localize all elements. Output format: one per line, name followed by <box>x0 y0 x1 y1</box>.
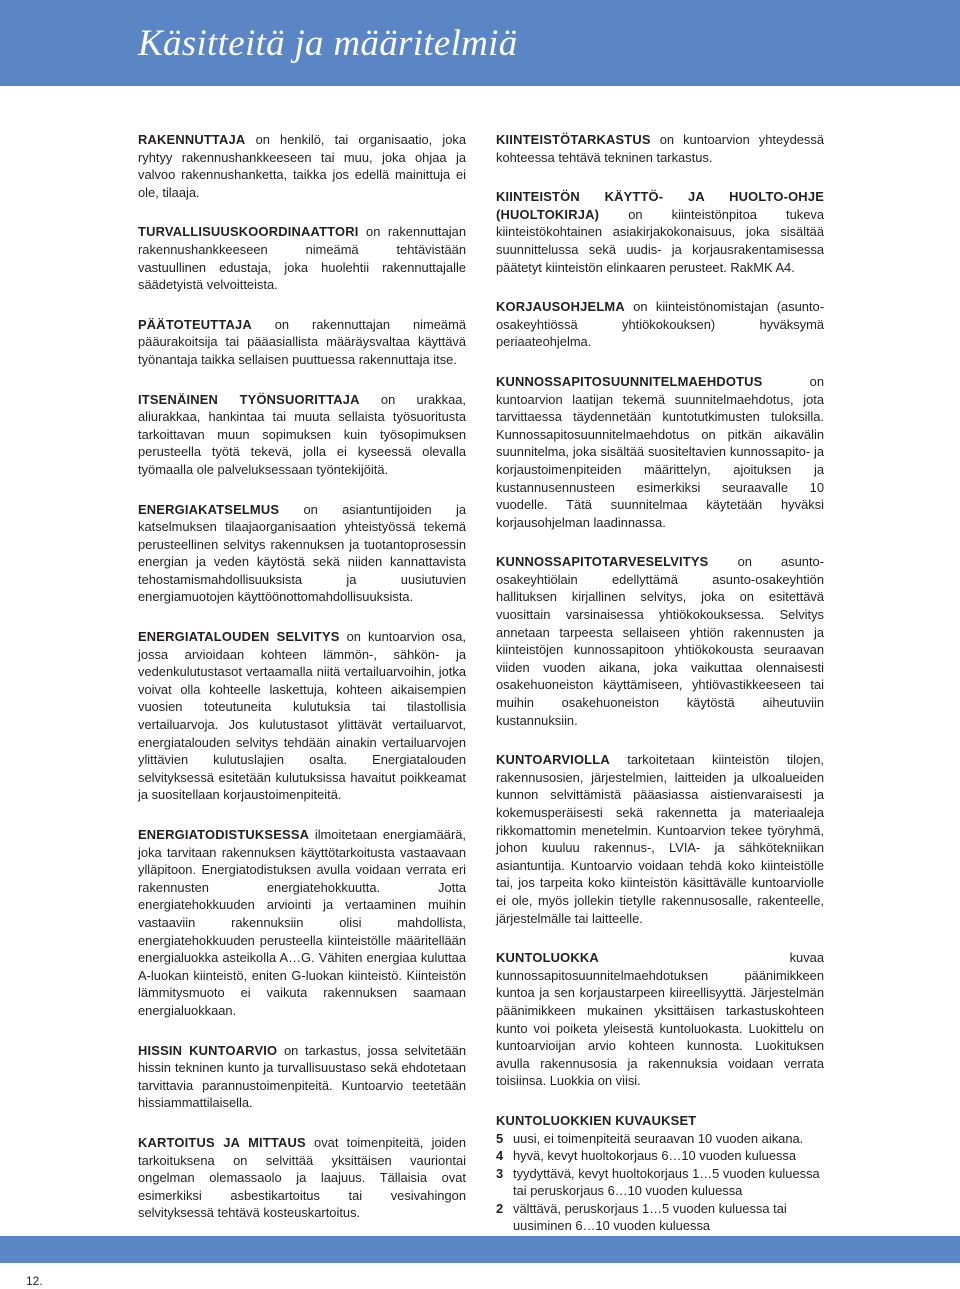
scale-description: hyvä, kevyt huoltokorjaus 6…10 vuoden kuluessa <box>513 1148 797 1164</box>
definition-term: KUNNOSSAPITOTARVESELVITYS <box>496 554 709 570</box>
definition-term: ENERGIAKATSELMUS <box>138 501 280 517</box>
definition-term: RAKENNUTTAJA <box>138 132 246 147</box>
definition-term: PÄÄTOTEUTTAJA <box>138 316 252 332</box>
definition-huoltokirja <box>496 188 824 276</box>
definition-text: on henkilö, tai organisaatio, joka ryhtyy rakennushankkeeseen tai muu, joka ohjaa ja valvoo rakennushanketta, taikka jos edellä mainittuja ei ole, tilaaja. <box>138 132 466 200</box>
definition-term: TURVALLISUUSKOORDINAATTORI <box>138 224 359 240</box>
definition-paatoteuttaja <box>138 316 466 369</box>
condition-scale-title: KUNTOLUOKKIEN KUVAUKSET <box>496 1112 697 1128</box>
definition-term: KUNTOLUOKKA <box>496 950 599 966</box>
definition-text: on urakkaa, aliurakkaa, hankintaa tai muuta sellaista työsuoritusta tarkoittavan muun sopimuksen kuin työsopimuksen perusteella työtä tekevä, jolla ei kyseessä olevalla työmaalla ole palveluksessaan työntekijöitä. <box>138 391 466 477</box>
definition-text: ilmoitetaan energiamäärä, joka tarvitaan rakennuksen käyttötarkoitusta vastaavaan ylläpitoon. Energiatodistuksen avulla voidaan verrata eri rakennusten energiatehokkuutta. Jotta energiatehokkuuden arviointi ja vertaaminen muihin vastaaviin rakennuksiin olisi mahdollista, energiatehokkuuden perusteella kiinteistölle määritellään energialuokka asteikolla A…G. Vähiten energiaa kuluttaa A-luokan kiinteistö, eniten G-luokan kiinteistö. Kiinteistön lämmitysmuoto ei vaikuta rakennuksen saamaan energialuokkaan. <box>138 827 466 1018</box>
list-item <box>496 1130 824 1148</box>
page-title: Käsitteitä ja määritelmiä <box>138 23 518 64</box>
definition-turvallisuuskoordinaattori <box>138 223 466 293</box>
definition-kuntoluokka <box>496 949 824 1090</box>
definition-text: on asiantuntijoiden ja katselmuksen tilaajaorganisaation yhteistyössä tekemä perusteellinen selvitys rakennuksen ja tuotantoprosessin energian ja veden käytöstä sekä niiden kannattavista tehostamismahdollisuuksista ja uusiutuvien energiamuotojen käyttöönottomahdollisuuksista. <box>138 501 466 605</box>
definition-text: on rakennuttajan rakennushankkeeseen nimeämä tehtävistään vastuullinen edustaja, joka huolehtii rakennuttajalle säädetyistä velvoitteista. <box>138 224 466 293</box>
definition-term: ENERGIATALOUDEN SELVITYS <box>138 629 340 645</box>
condition-scale <box>496 1112 824 1253</box>
scale-description: tyydyttävä, kevyt huoltokorjaus 1…5 vuoden kuluessa tai peruskorjaus 6…10 vuoden kuluessa <box>513 1165 820 1199</box>
definition-term: HISSIN KUNTOARVIO <box>138 1042 278 1058</box>
left-column <box>138 131 466 1244</box>
scale-number: 4 <box>496 1148 504 1164</box>
definition-text: kuvaa kunnossapitosuunnitelmaehdotuksen päänimikkeen kuntoa ja sen korjaustarpeen kiireellisyyttä. Järjestelmän päänimikkeen mukainen yksittäisen tarkastuskohteen kunto voi poiketa yleisestä kuntoluokasta. Luokittelu on kuntoarvioijan arvio kohteen kunnosta. Luokituksen avulla rakennusosia ja rakennuksia voidaan verrata toisiinsa. Luokkia on viisi. <box>496 950 824 1089</box>
definition-term: KORJAUSOHJELMA <box>496 299 625 315</box>
definition-text: on rakennuttajan nimeämä pääurakoitsija tai pääasiallista määräysvaltaa käyttävä työnantaja taikka sellaisen puuttuessa rakennuttaja itse. <box>138 316 466 367</box>
definition-text: on kiinteistönomistajan (asunto-osakeyhtiössä yhtiökokouksen) hyväksymä periaateohjelma. <box>496 299 824 350</box>
page-number: 12. <box>26 1274 43 1288</box>
definition-term: ENERGIATODISTUKSESSA <box>138 827 310 842</box>
list-item <box>496 1200 824 1235</box>
definition-kuntoarvio <box>496 751 824 927</box>
scale-number: 2 <box>496 1200 504 1216</box>
right-column <box>496 131 824 1253</box>
definition-korjausohjelma <box>496 298 824 351</box>
definition-hissin-kuntoarvio <box>138 1042 466 1112</box>
definition-text: on kuntoarvion yhteydessä kohteessa tehtävä tekninen tarkastus. <box>496 132 824 165</box>
scale-number: 5 <box>496 1130 504 1146</box>
definition-text: ovat toimenpiteitä, joiden tarkoituksena on selvittää yksittäisen vauriontai ongelman olemassaolo ja laajuus. Tällaisia ovat esimerkiksi asbestikartoitus tai vesivahingon selvityksessä tehtävä kosteuskartoitus. <box>138 1134 466 1221</box>
definition-term: ITSENÄINEN TYÖNSUORITTAJA <box>138 391 360 407</box>
definition-text: on asunto-osakeyhtiölain edellyttämä asunto-osakeyhtiön hallituksen kirjallinen selvitys, joka on esitettävä vuosittain varsinaisessa yhtiökokouksessa. Selvitys annetaan tarpeesta sellaiseen yhtiön rakennusten ja kiinteistöjen kunnossapitoon yhtiökokousta seuraavan viiden vuoden aikana, joka vaikuttaa olennaisesti osakehuoneiston käyttämiseen, yhtiövastikkeeseen tai muihin osakehuoneiston käytöstä aiheutuviin kustannuksiin. <box>496 554 824 728</box>
definition-term: KIINTEISTÖTARKASTUS <box>496 132 651 147</box>
list-item <box>496 1147 824 1165</box>
scale-number: 3 <box>496 1165 504 1181</box>
definition-text: on tarkastus, jossa selvitetään hissin tekninen kunto ja turvallisuustaso sekä ehdotetaan tarvittavia parannustoimenpiteitä. Kuntoarvio teetetään hissiammattilaisella. <box>138 1042 466 1111</box>
definition-text: on kuntoarvion laatijan tekemä suunnitelmaehdotus, jota tarvittaessa täydennetään kuntotutkimusten tuloksilla. Kunnossapitosuunnitelmaehdotus on pitkän aikavälin suunnitelma, joka sisältää suositeltavien kunnossapito- ja korjaustoimenpiteiden määrittelyn, ajoituksen ja kustannusennusteen esimerkiksi seuraavalle 10 vuodelle. Tätä suunnitelmaa käytetään hyväksi korjausohjelman laadinnassa. <box>496 373 824 530</box>
definition-text: on kuntoarvion osa, jossa arvioidaan kohteen lämmön-, sähkön- ja vedenkulutustasot vertaamalla niitä vertailuarvoihin, jotka voivat olla kohteelle laskettuja, kohteen aikaisempien vuosien toteutuneita kulutuksia tai tilastollisia vertailuarvoja. Jos kulutustasot ylittävät vertailuarvot, energiatalouden selvitys tehdään ainakin vertailuarvojen ylittävien kulutuslajien osalta. Energiatalouden selvityksessä esitetään kulutuksissa havaitut poikkeamat ja suositellaan korjaustoimenpiteitä. <box>138 629 467 803</box>
definition-kiinteistotarkastus <box>496 131 824 166</box>
definition-energiatodistus <box>138 826 466 1020</box>
definition-term: KIINTEISTÖN KÄYTTÖ- JA HUOLTO-OHJE (HUOLTOKIRJA) <box>496 189 824 222</box>
definition-energiatalouden-selvitys <box>138 628 466 804</box>
condition-scale-list <box>496 1130 824 1253</box>
definition-text: tarkoitetaan kiinteistön tilojen, rakennusosien, järjestelmien, laitteiden ja ulkoalueiden kunnon selvittämistä pääasiassa aistienvaraisesti ja kokemusperäisesti sekä rakennetta ja materiaaleja rikkomattomin menetelmin. Kuntoarvion tekee työryhmä, johon kuuluu rakennus-, LVIA- ja sähkötekniikan asiantuntija. Kuntoarvio voidaan tehdä koko kiinteistölle tai, jos tarpeita koko kiinteistön käsittävälle kuntoarviolle ei ole, myös jollekin tietylle rakennusosalle, rakenteelle, järjestelmälle tai laitteelle. <box>496 752 824 926</box>
footer-band <box>0 1236 960 1263</box>
definition-kartoitus-ja-mittaus <box>138 1134 466 1222</box>
definition-energiakatselmus <box>138 501 466 607</box>
list-item <box>496 1165 824 1200</box>
scale-description: välttävä, peruskorjaus 1…5 vuoden kuluessa tai uusiminen 6…10 vuoden kuluessa <box>513 1200 787 1234</box>
definition-term: KARTOITUS JA MITTAUS <box>138 1134 306 1150</box>
definition-term: KUNTOARVIOLLA <box>496 752 610 768</box>
definition-kunnossapitosuunnitelmaehdotus <box>496 373 824 531</box>
definition-itsenainen-tyonsuorittaja <box>138 391 466 479</box>
definition-term: KUNNOSSAPITOSUUNNITELMAEHDOTUS <box>496 373 763 389</box>
definition-rakennuttaja <box>138 131 466 201</box>
definition-text: on kiinteistönpitoa tukeva kiinteistökohtainen asiakirjakokonaisuus, joka sisältää suunnittelussa sekä uudis- ja korjausrakentamisessa päätetyt kiinteistön elinkaaren perusteet. RakMK A4. <box>496 206 824 275</box>
scale-description: uusi, ei toimenpiteitä seuraavan 10 vuoden aikana. <box>513 1130 804 1146</box>
definition-kunnossapitotarveselvitys <box>496 553 824 729</box>
